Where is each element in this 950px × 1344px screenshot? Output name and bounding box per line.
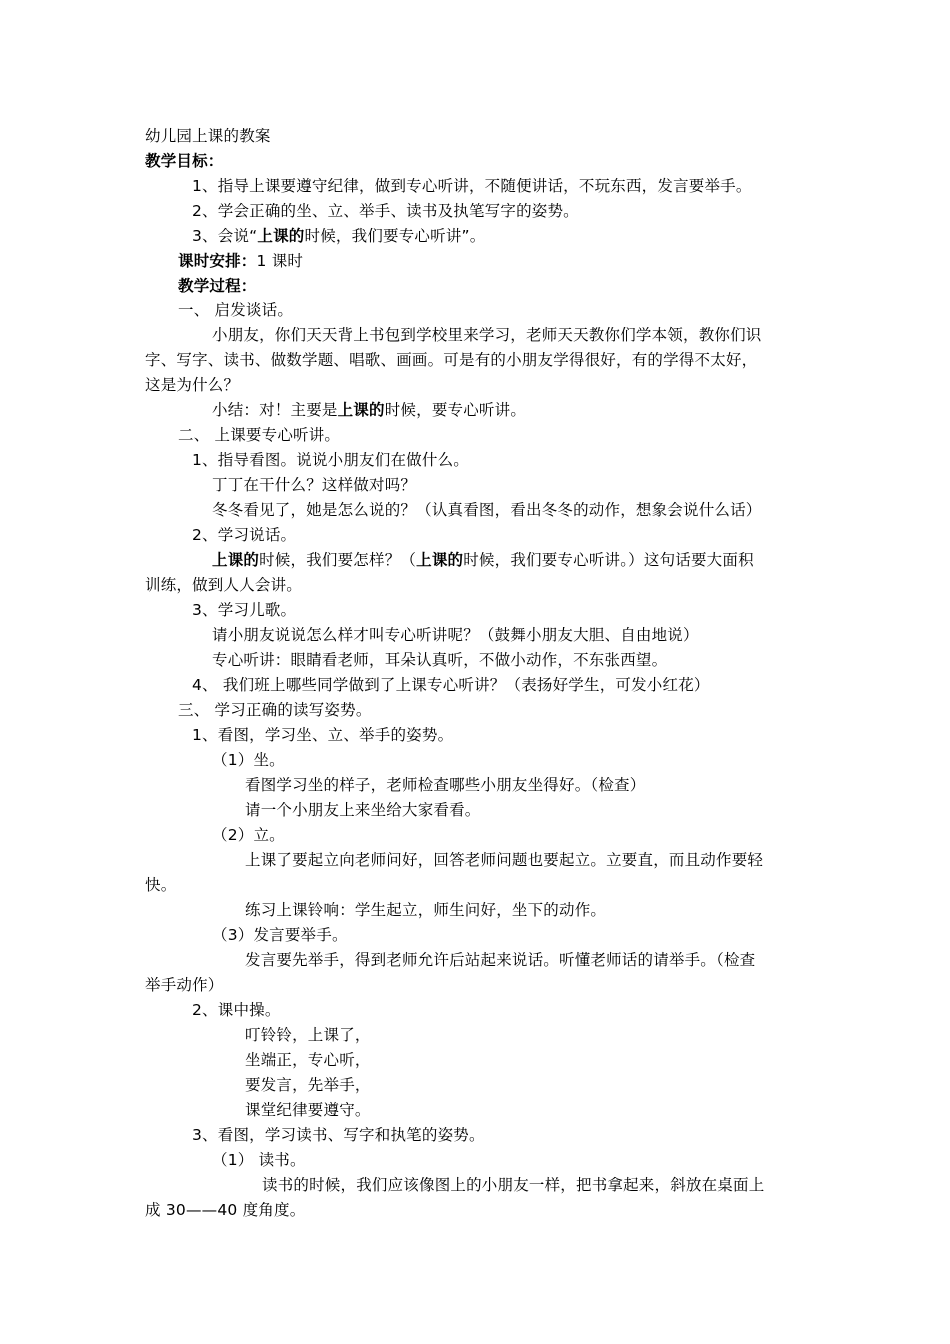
schedule: 课时安排：1 课时 bbox=[178, 252, 304, 270]
section-2-item-1: 1、指导看图。说说小朋友们在做什么。 bbox=[192, 451, 469, 469]
sit-heading: （1）坐。 bbox=[212, 751, 285, 769]
hand-line-1: 发言要先举手，得到老师允许后站起来说话。听懂老师话的请举手。（检查 bbox=[245, 951, 756, 969]
section-3-item-3: 3、看图，学习读书、写字和执笔的姿势。 bbox=[192, 1126, 485, 1144]
goal-1: 1、指导上课要遵守纪律，做到专心听讲，不随便讲话，不玩东西，发言要举手。 bbox=[192, 177, 752, 195]
process-heading: 教学过程： bbox=[178, 277, 257, 295]
section-2-item-1b: 冬冬看见了，她是怎么说的？（认真看图，看出冬冬的动作，想象会说什么话） bbox=[212, 501, 762, 519]
read-line-2: 成 30——40 度角度。 bbox=[145, 1201, 306, 1219]
section-2-item-1a: 丁丁在干什么？这样做对吗？ bbox=[212, 476, 417, 494]
goal-2: 2、学会正确的坐、立、举手、读书及执笔写字的姿势。 bbox=[192, 202, 579, 220]
rhyme-line: 课堂纪律要遵守。 bbox=[245, 1101, 371, 1119]
stand-line-3: 练习上课铃响：学生起立，师生问好，坐下的动作。 bbox=[245, 901, 607, 919]
stand-heading: （2）立。 bbox=[212, 826, 285, 844]
section-1-para-line: 这是为什么？ bbox=[145, 376, 240, 394]
rhyme-line: 坐端正，专心听， bbox=[245, 1051, 371, 1069]
section-1-para-line: 字、写字、读书、做数学题、唱歌、画画。可是有的小朋友学得很好，有的学得不太好， bbox=[145, 351, 758, 369]
section-2-item-3: 3、学习儿歌。 bbox=[192, 601, 297, 619]
section-2-item-3b: 专心听讲：眼睛看老师，耳朵认真听，不做小动作，不东张西望。 bbox=[212, 651, 668, 669]
sit-line-2: 请一个小朋友上来坐给大家看看。 bbox=[245, 801, 481, 819]
read-heading: （1） 读书。 bbox=[212, 1151, 306, 1169]
stand-line-1: 上课了要起立向老师问好，回答老师问题也要起立。立要直，而且动作要轻 bbox=[245, 851, 764, 869]
section-1-heading: 一、 启发谈话。 bbox=[178, 301, 294, 319]
section-2-heading: 二、 上课要专心听讲。 bbox=[178, 426, 341, 444]
goals-heading: 教学目标： bbox=[145, 152, 224, 170]
hand-heading: （3）发言要举手。 bbox=[212, 926, 348, 944]
section-3-item-2: 2、课中操。 bbox=[192, 1001, 281, 1019]
section-2-item-2: 2、学习说话。 bbox=[192, 526, 297, 544]
rhyme-line: 要发言，先举手， bbox=[245, 1076, 371, 1094]
stand-line-2: 快。 bbox=[145, 876, 177, 894]
section-2-item-3a: 请小朋友说说怎么样才叫专心听讲呢？（鼓舞小朋友大胆、自由地说） bbox=[212, 626, 699, 644]
section-3-heading: 三、 学习正确的读写姿势。 bbox=[178, 701, 372, 719]
sit-line-1: 看图学习坐的样子，老师检查哪些小朋友坐得好。（检查） bbox=[245, 776, 646, 794]
goal-3: 3、会说“上课的时候，我们要专心听讲”。 bbox=[192, 227, 486, 245]
doc-title: 幼儿园上课的教案 bbox=[145, 127, 271, 145]
section-2-item-4: 4、 我们班上哪些同学做到了上课专心听讲？（表扬好学生，可发小红花） bbox=[192, 676, 710, 694]
section-1-summary: 小结：对！主要是上课的时候，要专心听讲。 bbox=[212, 401, 527, 419]
section-2-item-2a: 上课的时候，我们要怎样？（上课的时候，我们要专心听讲。）这句话要大面积 bbox=[212, 551, 754, 569]
section-2-item-2b: 训练，做到人人会讲。 bbox=[145, 576, 303, 594]
hand-line-2: 举手动作） bbox=[145, 976, 224, 994]
section-1-para-line: 小朋友，你们天天背上书包到学校里来学习，老师天天教你们学本领，教你们识 bbox=[212, 326, 762, 344]
rhyme-line: 叮铃铃，上课了， bbox=[245, 1026, 371, 1044]
read-line-1: 读书的时候，我们应该像图上的小朋友一样，把书拿起来，斜放在桌面上 bbox=[262, 1176, 765, 1194]
section-3-item-1: 1、看图，学习坐、立、举手的姿势。 bbox=[192, 726, 454, 744]
